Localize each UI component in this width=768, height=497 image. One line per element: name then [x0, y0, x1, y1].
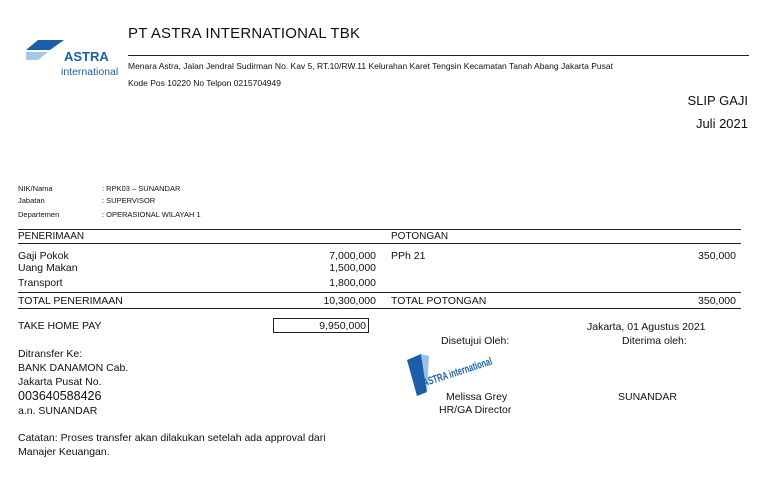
take-home-label: TAKE HOME PAY	[18, 320, 102, 332]
note-line1: Catatan: Proses transfer akan dilakukan setelah ada approval dari	[18, 432, 326, 444]
slip-title: SLIP GAJI	[687, 93, 748, 108]
stamp-text: ASTRA international	[421, 344, 527, 390]
company-contact: Kode Pos 10220 No Telpon 0215704949	[128, 78, 281, 88]
take-home-amount: 9,950,000	[319, 320, 366, 332]
slip-period: Juli 2021	[695, 116, 748, 131]
income-item-label: Transport	[18, 277, 63, 289]
nik-label: NIK/Nama	[18, 184, 53, 193]
table-top-line	[18, 229, 741, 230]
position-label: Jabatan	[18, 196, 45, 205]
income-item-label: Uang Makan	[18, 262, 78, 274]
transfer-title: Ditransfer Ke:	[18, 348, 83, 360]
income-total-label: TOTAL PENERIMAAN	[18, 295, 123, 307]
account-holder: a.n. SUNANDAR	[18, 405, 98, 417]
income-item-amount: 1,500,000	[329, 262, 376, 274]
deduction-item-amount: 350,000	[698, 250, 736, 262]
deduction-item-label: PPh 21	[391, 250, 426, 262]
approver-title: HR/GA Director	[439, 404, 512, 416]
income-item-label: Gaji Pokok	[18, 250, 69, 262]
totals-bottom-line	[18, 308, 741, 309]
department-value: : OPERASIONAL WILAYAH 1	[102, 210, 201, 219]
note-line2: Manajer Keuangan.	[18, 446, 110, 458]
logo-word: ASTRA	[64, 49, 109, 64]
income-header: PENERIMAAN	[18, 231, 85, 242]
account-number: 003640588426	[18, 389, 102, 403]
approver-name: Melissa Grey	[446, 391, 508, 403]
company-name: PT ASTRA INTERNATIONAL TBK	[128, 25, 361, 42]
bank-name: BANK DANAMON Cab.	[18, 362, 129, 374]
deduction-total-amount: 350,000	[698, 295, 736, 307]
income-item-amount: 7,000,000	[329, 250, 376, 262]
income-item-amount: 1,800,000	[329, 277, 376, 289]
table-header-line	[18, 243, 741, 244]
logo-subword: international	[61, 66, 119, 78]
astra-logo	[24, 38, 128, 84]
place-date: Jakarta, 01 Agustus 2021	[587, 321, 706, 333]
bank-branch: Jakarta Pusat No.	[18, 376, 102, 388]
nik-value: : RPK03 – SUNANDAR	[102, 184, 181, 193]
totals-top-line	[18, 292, 741, 293]
header-divider	[128, 55, 749, 56]
receiver-name: SUNANDAR	[618, 391, 677, 403]
approved-by-label: Disetujui Oleh:	[441, 335, 510, 347]
received-by-label: Diterima oleh:	[622, 335, 687, 347]
department-label: Departemen	[18, 210, 60, 219]
income-total-amount: 10,300,000	[323, 295, 376, 307]
deduction-header: POTONGAN	[391, 231, 449, 242]
position-value: : SUPERVISOR	[102, 196, 156, 205]
deduction-total-label: TOTAL POTONGAN	[391, 295, 487, 307]
company-address: Menara Astra, Jalan Jendral Sudirman No. Kav 5, RT.10/RW.11 Kelurahan Karet Tengsin Kecamatan Tanah Abang Jakarta Pusat	[128, 61, 613, 71]
